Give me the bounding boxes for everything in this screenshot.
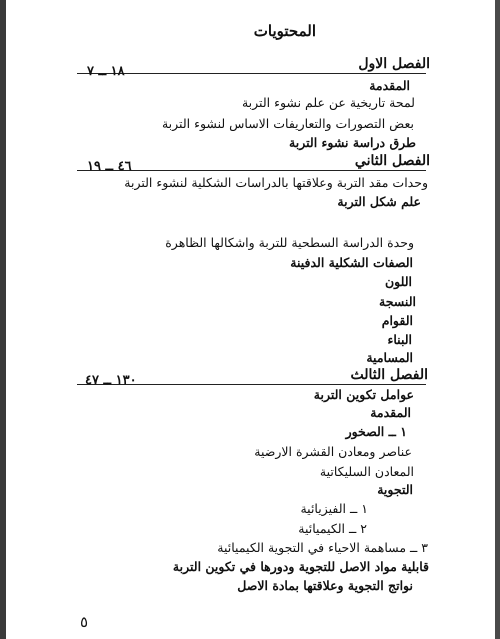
chapter2-item: النسجة	[379, 294, 416, 309]
chapter1-heading: الفصل الاول	[358, 56, 430, 72]
chapter3-item: عوامل تكوين التربة	[313, 387, 414, 402]
chapter1-pages: ١٨ ــ ٧	[87, 64, 125, 79]
page-number: ٥	[80, 613, 89, 631]
chapter2-item: المسامية	[366, 350, 413, 365]
chapter3-item: ٢ ــ الكيميائية	[298, 521, 367, 536]
chapter3-item: عناصر ومعادن القشرة الارضية	[254, 444, 412, 459]
chapter2-pages: ٤٦ ــ ١٩	[87, 159, 132, 174]
chapter2-item: القوام	[381, 313, 413, 328]
chapter1-rule	[77, 73, 426, 74]
chapter2-item: وحدة الدراسة السطحية للتربة واشكالها الظاهرة	[165, 235, 414, 250]
chapter3-item: المقدمة	[370, 405, 411, 420]
chapter3-item: نواتج التجوية وعلاقتها بمادة الاصل	[237, 578, 413, 593]
chapter3-item: قابلية مواد الاصل للتجوية ودورها في تكوين التربة	[172, 559, 429, 574]
chapter3-item: ١ ــ الفيزيائية	[300, 501, 368, 516]
chapter3-item: ٣ ــ مساهمة الاحياء في التجوية الكيميائية	[217, 540, 428, 555]
page-title: المحتويات	[253, 22, 316, 40]
chapter3-pages: ١٣٠ ــ ٤٧	[85, 373, 137, 388]
chapter3-item: التجوية	[377, 482, 413, 497]
chapter1-item: لمحة تاريخية عن علم نشوء التربة	[241, 95, 415, 110]
chapter3-item: المعادن السليكاتية	[319, 464, 414, 479]
chapter2-item: اللون	[384, 274, 412, 289]
chapter1-item: طرق دراسة نشوء التربة	[289, 135, 416, 150]
chapter2-heading: الفصل الثاني	[354, 153, 430, 169]
scan-edge-right	[495, 0, 500, 639]
chapter2-item: وحدات مقد التربة وعلاقتها بالدراسات الشكلية لنشوء التربة	[124, 175, 428, 190]
chapter1-item: المقدمة	[369, 78, 410, 93]
chapter1-item: بعض التصورات والتعاريفات الاساس لنشوء التربة	[161, 116, 414, 131]
chapter2-item: الصفات الشكلية الدفينة	[290, 255, 413, 270]
chapter2-item: البناء	[387, 332, 412, 347]
chapter3-heading: الفصل الثالث	[350, 367, 428, 383]
scan-edge-left	[0, 0, 6, 639]
chapter3-item: ١ ــ الصخور	[345, 424, 407, 439]
chapter2-item: علم شكل التربة	[337, 194, 421, 209]
